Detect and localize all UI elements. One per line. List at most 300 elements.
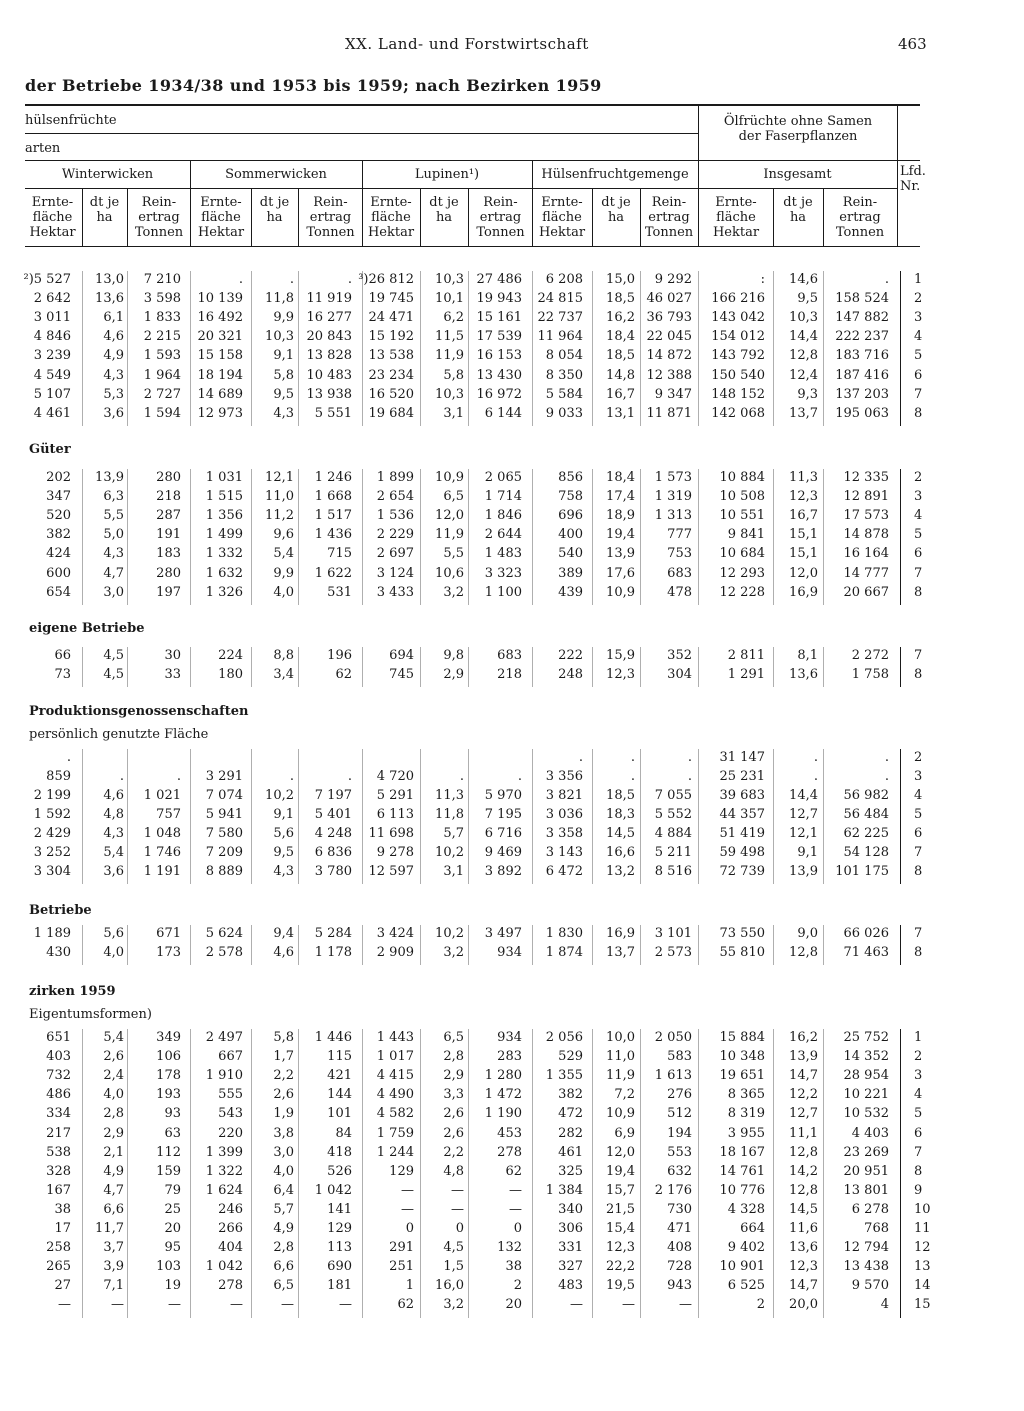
- table-cell: 4,6: [103, 788, 124, 803]
- table-cell: 6 836: [314, 845, 352, 860]
- table-cell: 1: [405, 1278, 414, 1294]
- table-cell: 1,5: [443, 1259, 464, 1275]
- table-cell: 757: [156, 807, 181, 822]
- column-divider: [420, 647, 421, 687]
- header-rule-2: [25, 160, 920, 161]
- table-cell: 10,9: [606, 584, 635, 600]
- table-cell: 2 429: [33, 826, 71, 841]
- table-cell: 2 727: [143, 386, 181, 402]
- table-cell: 287: [156, 508, 181, 524]
- table-cell: .: [687, 750, 692, 765]
- row-number-cell: 7: [914, 1144, 923, 1160]
- row-number-cell: 8: [914, 667, 923, 682]
- row-number-cell: 2: [914, 291, 923, 307]
- column-divider: [823, 925, 824, 965]
- table-cell: .: [289, 769, 294, 784]
- table-cell: 2 272: [851, 648, 889, 663]
- table-cell: 28 954: [843, 1068, 889, 1084]
- table-cell: 2 176: [654, 1182, 692, 1198]
- table-cell: 19: [164, 1278, 181, 1294]
- table-cell: 17: [54, 1221, 71, 1236]
- table-cell: 54 128: [843, 845, 889, 860]
- section-label: eigene Betriebe: [29, 621, 145, 636]
- column-divider: [298, 1029, 299, 1318]
- table-cell: —: [679, 1297, 692, 1313]
- table-cell: 12,0: [789, 565, 818, 581]
- table-cell: 16 164: [843, 546, 889, 562]
- table-cell: 73 550: [719, 926, 765, 941]
- table-cell: 583: [667, 1049, 692, 1065]
- table-cell: 9,5: [797, 291, 818, 307]
- table-cell: 1,9: [273, 1106, 294, 1122]
- table-row: [0, 1297, 1024, 1316]
- table-row: [0, 945, 1024, 964]
- table-cell: 753: [667, 546, 692, 562]
- column-divider: [190, 271, 191, 426]
- table-cell: 7 074: [205, 788, 243, 803]
- table-cell: 154 012: [711, 329, 765, 345]
- table-cell: 2 065: [484, 470, 522, 485]
- table-row: [0, 1087, 1024, 1106]
- table-cell: 5,8: [273, 367, 294, 383]
- table-cell: 331: [558, 1240, 583, 1256]
- table-cell: 1 355: [545, 1068, 583, 1084]
- table-row: [0, 329, 1024, 348]
- table-cell: 7,2: [614, 1087, 635, 1103]
- table-cell: 1 758: [851, 667, 889, 682]
- header-group-left: hülsenfrüchte: [25, 113, 117, 128]
- column-divider: [640, 1029, 641, 1318]
- table-cell: 1 846: [484, 508, 522, 524]
- table-cell: 6 716: [484, 826, 522, 841]
- column-divider: [190, 925, 191, 965]
- subheader-reinertrag: Rein-ertrag Tonnen: [644, 195, 694, 240]
- table-cell: 20 951: [843, 1163, 889, 1179]
- table-cell: 471: [667, 1221, 692, 1236]
- table-cell: 193: [156, 1087, 181, 1103]
- table-cell: 10 221: [843, 1087, 889, 1103]
- table-cell: 25 752: [843, 1030, 889, 1045]
- table-cell: 18,4: [606, 470, 635, 485]
- table-cell: 14,8: [606, 367, 635, 383]
- table-cell: :: [760, 272, 765, 287]
- table-cell: 3 143: [545, 845, 583, 860]
- column-divider: [298, 271, 299, 426]
- row-number-cell: 2: [914, 470, 923, 485]
- table-cell: 2 056: [545, 1030, 583, 1045]
- table-cell: 19 745: [368, 291, 414, 307]
- table-cell: 11,2: [265, 508, 294, 524]
- column-divider: [773, 647, 774, 687]
- row-number-cell: 4: [914, 329, 923, 345]
- header-crop-sommerwicken: Sommerwicken: [225, 167, 327, 182]
- column-divider: [190, 469, 191, 605]
- table-cell: 150 540: [711, 367, 765, 383]
- row-number-cell: 7: [914, 565, 923, 581]
- table-cell: 5 551: [314, 405, 352, 421]
- table-cell: 15 192: [368, 329, 414, 345]
- table-cell: 12,7: [789, 1106, 818, 1122]
- table-cell: 106: [156, 1049, 181, 1065]
- column-divider: [362, 1029, 363, 1318]
- table-cell: 9,1: [273, 807, 294, 822]
- table-cell: 167: [46, 1182, 71, 1198]
- table-cell: 11 964: [537, 329, 583, 345]
- table-cell: 1 668: [314, 489, 352, 505]
- table-row: [0, 1068, 1024, 1087]
- table-cell: 9,5: [273, 386, 294, 402]
- column-divider: [298, 749, 299, 884]
- table-cell: 2 229: [376, 527, 414, 543]
- table-cell: 25: [164, 1201, 181, 1217]
- table-cell: 93: [164, 1106, 181, 1122]
- table-row: [0, 585, 1024, 604]
- table-cell: 22 737: [537, 310, 583, 326]
- page-number: 463: [898, 35, 927, 53]
- column-divider: [362, 925, 363, 965]
- table-row: [0, 470, 1024, 489]
- row-number-cell: 4: [914, 1087, 923, 1103]
- subheader-flaeche: Ernte-fläche Hektar: [197, 195, 245, 240]
- column-divider: [773, 925, 774, 965]
- table-cell: —: [401, 1201, 414, 1217]
- table-cell: 16 277: [306, 310, 352, 326]
- table-cell: 9,6: [273, 527, 294, 543]
- table-cell: 191: [156, 527, 181, 543]
- table-cell: —: [451, 1182, 464, 1198]
- table-row: [0, 272, 1024, 291]
- table-cell: 12 293: [719, 565, 765, 581]
- table-cell: 1 622: [314, 565, 352, 581]
- row-number-cell: 3: [914, 310, 923, 326]
- table-cell: ²)5 527: [23, 272, 71, 287]
- table-cell: 112: [156, 1144, 181, 1160]
- table-cell: 14 878: [843, 527, 889, 543]
- table-cell: 95: [164, 1240, 181, 1256]
- table-cell: 325: [558, 1163, 583, 1179]
- table-cell: 1 191: [143, 864, 181, 879]
- table-cell: 389: [558, 565, 583, 581]
- table-cell: 16,9: [789, 584, 818, 600]
- table-cell: 2,8: [103, 1106, 124, 1122]
- table-cell: 12 228: [719, 584, 765, 600]
- table-cell: 10 884: [719, 470, 765, 485]
- header-rule-3: [25, 188, 897, 189]
- table-cell: 1 759: [376, 1125, 414, 1141]
- table-cell: 3 124: [376, 565, 414, 581]
- column-divider: [640, 925, 641, 965]
- table-cell: 2,2: [443, 1144, 464, 1160]
- table-cell: 15 884: [719, 1030, 765, 1045]
- table-cell: 1 472: [484, 1087, 522, 1103]
- table-cell: 24 471: [368, 310, 414, 326]
- table-cell: 166 216: [711, 291, 765, 307]
- column-divider: [592, 647, 593, 687]
- table-cell: 79: [164, 1182, 181, 1198]
- column-divider: [900, 271, 901, 426]
- table-cell: 224: [218, 648, 243, 663]
- table-cell: 2: [513, 1278, 522, 1294]
- table-cell: 1 178: [314, 945, 352, 960]
- table-cell: 439: [558, 584, 583, 600]
- table-cell: 483: [558, 1278, 583, 1294]
- table-cell: 1 280: [484, 1068, 522, 1084]
- table-cell: 8 365: [727, 1087, 765, 1103]
- table-cell: 4,3: [273, 864, 294, 879]
- table-cell: —: [58, 1297, 71, 1313]
- table-cell: 1 319: [654, 489, 692, 505]
- column-divider: [698, 647, 699, 687]
- table-cell: 66: [54, 648, 71, 663]
- table-row: [0, 1259, 1024, 1278]
- column-divider: [251, 749, 252, 884]
- table-cell: 15 161: [476, 310, 522, 326]
- table-cell: 6,6: [273, 1259, 294, 1275]
- table-cell: 14,7: [789, 1278, 818, 1294]
- table-cell: 690: [327, 1259, 352, 1275]
- table-row: [0, 1278, 1024, 1297]
- table-cell: 5,6: [273, 826, 294, 841]
- table-cell: 10 139: [197, 291, 243, 307]
- table-row: [0, 368, 1024, 387]
- column-divider: [640, 469, 641, 605]
- section-sublabel: Eigentumsformen): [29, 1007, 152, 1022]
- table-row: [0, 348, 1024, 367]
- running-title: XX. Land- und Forstwirtschaft: [345, 35, 589, 53]
- table-cell: 6,9: [614, 1125, 635, 1141]
- column-divider: [82, 749, 83, 884]
- column-divider: [251, 271, 252, 426]
- table-cell: 8 516: [654, 864, 692, 879]
- table-cell: 512: [667, 1106, 692, 1122]
- table-cell: 12,3: [789, 489, 818, 505]
- table-cell: 18,5: [606, 348, 635, 364]
- table-cell: 540: [558, 546, 583, 562]
- table-cell: 654: [46, 584, 71, 600]
- table-cell: 17,4: [606, 489, 635, 505]
- table-cell: 5 284: [314, 926, 352, 941]
- table-cell: 14,5: [606, 826, 635, 841]
- table-cell: 421: [327, 1068, 352, 1084]
- table-cell: 10 901: [719, 1259, 765, 1275]
- table-cell: 382: [558, 1087, 583, 1103]
- table-cell: .: [459, 769, 464, 784]
- table-cell: 5 970: [484, 788, 522, 803]
- column-divider: [468, 469, 469, 605]
- table-cell: 17 573: [843, 508, 889, 524]
- table-cell: 758: [558, 489, 583, 505]
- table-cell: .: [813, 750, 818, 765]
- table-cell: 8,1: [797, 648, 818, 663]
- table-cell: 59 498: [719, 845, 765, 860]
- table-cell: 148 152: [711, 386, 765, 402]
- table-cell: 9 033: [545, 405, 583, 421]
- table-cell: 183 716: [835, 348, 889, 364]
- table-cell: 13,0: [95, 272, 124, 287]
- table-cell: 5 107: [33, 386, 71, 402]
- table-cell: 14 352: [843, 1049, 889, 1065]
- table-row: [0, 406, 1024, 425]
- table-cell: 11,8: [435, 807, 464, 822]
- table-row: [0, 291, 1024, 310]
- table-cell: —: [281, 1297, 294, 1313]
- table-cell: 11,0: [606, 1049, 635, 1065]
- table-cell: 3 101: [654, 926, 692, 941]
- table-cell: 132: [497, 1240, 522, 1256]
- table-cell: 347: [46, 489, 71, 505]
- table-cell: 4 490: [376, 1087, 414, 1103]
- table-cell: 3 780: [314, 864, 352, 879]
- row-number-cell: 11: [914, 1221, 931, 1236]
- table-cell: 0: [455, 1221, 464, 1236]
- column-divider: [640, 749, 641, 884]
- table-cell: 178: [156, 1068, 181, 1084]
- table-cell: 3 497: [484, 926, 522, 941]
- table-cell: 730: [667, 1201, 692, 1217]
- table-cell: 13,7: [606, 945, 635, 960]
- table-cell: 13,6: [95, 291, 124, 307]
- table-cell: 1 613: [654, 1068, 692, 1084]
- table-cell: 12,8: [789, 945, 818, 960]
- table-cell: 248: [558, 667, 583, 682]
- column-divider: [532, 925, 533, 965]
- table-cell: 10 348: [719, 1049, 765, 1065]
- column-divider: [82, 647, 83, 687]
- table-cell: 4 248: [314, 826, 352, 841]
- table-cell: 1 246: [314, 470, 352, 485]
- table-cell: 14,7: [789, 1068, 818, 1084]
- table-cell: 20 321: [197, 329, 243, 345]
- column-divider: [190, 749, 191, 884]
- table-cell: 9,8: [443, 648, 464, 663]
- table-cell: 8 054: [545, 348, 583, 364]
- row-number-cell: 4: [914, 508, 923, 524]
- table-cell: 1 593: [143, 348, 181, 364]
- subheader-dt-je-ha: dt je ha: [783, 195, 813, 225]
- table-cell: 520: [46, 508, 71, 524]
- table-cell: 23 234: [368, 367, 414, 383]
- table-cell: 16 972: [476, 386, 522, 402]
- header-crop-insgesamt: Insgesamt: [763, 167, 832, 182]
- section-sublabel: persönlich genutzte Fläche: [29, 727, 209, 742]
- column-divider: [127, 469, 128, 605]
- table-cell: 526: [327, 1163, 352, 1179]
- table-cell: 196: [327, 648, 352, 663]
- table-cell: 1 313: [654, 508, 692, 524]
- table-cell: .: [289, 272, 294, 287]
- column-divider: [698, 1029, 699, 1318]
- subheader-reinertrag: Rein-ertrag Tonnen: [476, 195, 525, 240]
- header-bottom-rule: [25, 246, 920, 247]
- table-cell: 0: [513, 1221, 522, 1236]
- table-row: [0, 864, 1024, 883]
- table-cell: 0: [405, 1221, 414, 1236]
- table-cell: 2,1: [103, 1144, 124, 1160]
- header-lfd: Lfd. Nr.: [900, 164, 926, 194]
- table-row: [0, 489, 1024, 508]
- table-cell: .: [884, 272, 889, 287]
- table-cell: 30: [164, 648, 181, 663]
- column-divider: [468, 925, 469, 965]
- table-cell: 2 909: [376, 945, 414, 960]
- table-cell: 10,3: [265, 329, 294, 345]
- table-cell: 3 291: [205, 769, 243, 784]
- table-cell: 1 515: [205, 489, 243, 505]
- table-cell: 3 239: [33, 348, 71, 364]
- table-cell: 5 941: [205, 807, 243, 822]
- table-cell: 651: [46, 1030, 71, 1045]
- table-cell: 1 910: [205, 1068, 243, 1084]
- column-divider: [532, 647, 533, 687]
- table-cell: 15,1: [789, 546, 818, 562]
- table-cell: 21,5: [606, 1201, 635, 1217]
- table-cell: 306: [558, 1221, 583, 1236]
- table-cell: 404: [218, 1240, 243, 1256]
- table-row: [0, 1030, 1024, 1049]
- table-row: [0, 1049, 1024, 1068]
- table-cell: 10,3: [435, 272, 464, 287]
- table-cell: 137 203: [835, 386, 889, 402]
- table-cell: 4,3: [103, 546, 124, 562]
- column-divider: [127, 1029, 128, 1318]
- table-cell: 328: [46, 1163, 71, 1179]
- table-cell: 12 335: [843, 470, 889, 485]
- table-cell: 5,3: [103, 386, 124, 402]
- table-cell: 265: [46, 1259, 71, 1275]
- table-cell: 18,4: [606, 329, 635, 345]
- table-cell: 6,6: [103, 1201, 124, 1217]
- column-divider: [900, 925, 901, 965]
- table-cell: .: [813, 769, 818, 784]
- table-cell: 4 582: [376, 1106, 414, 1122]
- table-cell: 14,6: [789, 272, 818, 287]
- table-cell: 12,8: [789, 1182, 818, 1198]
- subheader-dt-je-ha: dt je ha: [259, 195, 290, 225]
- table-cell: 6,5: [443, 489, 464, 505]
- table-title: der Betriebe 1934/38 und 1953 bis 1959; nach Bezirken 1959: [25, 76, 602, 95]
- table-cell: 9 292: [654, 272, 692, 287]
- table-cell: 9,1: [273, 348, 294, 364]
- column-divider: [900, 469, 901, 605]
- table-cell: 23 269: [843, 1144, 889, 1160]
- table-cell: 543: [218, 1106, 243, 1122]
- column-divider: [698, 749, 699, 884]
- table-cell: 5,8: [443, 367, 464, 383]
- table-cell: 181: [327, 1278, 352, 1294]
- table-cell: 282: [558, 1125, 583, 1141]
- table-cell: 667: [218, 1049, 243, 1065]
- table-cell: 2,4: [103, 1068, 124, 1084]
- column-divider: [823, 1029, 824, 1318]
- table-cell: 4,9: [103, 1163, 124, 1179]
- table-cell: 16,7: [606, 386, 635, 402]
- table-cell: 143 792: [711, 348, 765, 364]
- column-divider: [532, 469, 533, 605]
- column-divider: [900, 1029, 901, 1318]
- row-number-cell: 14: [914, 1278, 931, 1294]
- column-divider: [190, 647, 191, 687]
- table-cell: 2,6: [443, 1125, 464, 1141]
- table-cell: 13,9: [789, 1049, 818, 1065]
- table-cell: 12,3: [789, 1259, 818, 1275]
- table-cell: 3,9: [103, 1259, 124, 1275]
- table-cell: 9 570: [851, 1278, 889, 1294]
- table-cell: 62 225: [843, 826, 889, 841]
- table-cell: 352: [667, 648, 692, 663]
- table-cell: 4,0: [103, 945, 124, 960]
- table-cell: 14,2: [789, 1163, 818, 1179]
- row-number-cell: 6: [914, 826, 923, 841]
